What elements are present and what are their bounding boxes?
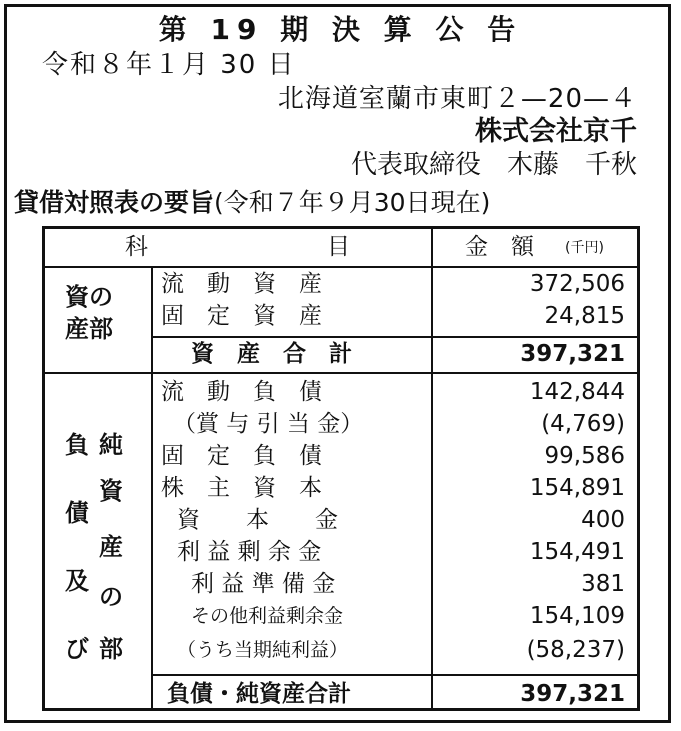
asset-row-label: 流 動 資 産 <box>161 271 322 297</box>
amount-divider <box>431 229 433 708</box>
liab-row-value: 154,891 <box>529 475 625 501</box>
liab-row-label: 利 益 準 備 金 <box>191 571 336 597</box>
liab-row-label: 株 主 資 本 <box>161 475 322 501</box>
liab-row-label: 流 動 負 債 <box>161 379 322 405</box>
assets-section-label-1: 資の <box>65 283 113 311</box>
assets-subtotal-rule <box>151 336 637 338</box>
liab-row-label: 固 定 負 債 <box>161 443 322 469</box>
liab-section-col2-4: 部 <box>99 635 123 663</box>
liab-row-value: 400 <box>581 507 625 533</box>
balance-sheet-title <box>14 190 490 215</box>
header-subject-2: 目 <box>327 234 350 260</box>
assets-end-rule <box>45 372 637 374</box>
company-address: 北海道室蘭市東町２—20—４ <box>277 84 637 114</box>
liab-row-value: (4,769) <box>541 411 625 437</box>
liab-row-label: （賞 与 引 当 金） <box>173 411 364 437</box>
asset-row-label: 固 定 資 産 <box>161 303 322 329</box>
balance-sheet-name: 貸借対照表の要旨 <box>14 188 215 217</box>
notice-date: 令和８年１月 30 日 <box>42 50 296 80</box>
liabilities-total-value: 397,321 <box>520 681 625 707</box>
balance-sheet-table <box>42 226 640 711</box>
liab-row-value: 381 <box>581 571 625 597</box>
liab-row-value: 99,586 <box>544 443 625 469</box>
liab-section-col1-3: び <box>65 635 89 663</box>
liab-section-col2-0: 純 <box>99 431 123 459</box>
header-unit: (千円) <box>565 240 604 256</box>
liab-section-col2-2: 産 <box>99 533 123 561</box>
representative: 代表取締役 木藤 千秋 <box>350 150 637 180</box>
liab-section-col1-1: 債 <box>65 499 89 527</box>
assets-total-label: 資 産 合 計 <box>191 341 352 367</box>
liab-row-label: 資 本 金 <box>177 507 338 533</box>
liab-section-col2-3: の <box>99 583 123 611</box>
assets-total-value: 397,321 <box>520 341 625 367</box>
liab-row-value: 154,491 <box>529 539 625 565</box>
section-divider <box>151 267 153 708</box>
liabilities-subtotal-rule <box>151 674 637 676</box>
liab-row-label: その他利益剰余金 <box>191 605 344 627</box>
liab-section-col1-2: 及 <box>65 567 89 595</box>
notice-title: 第 19 期 決 算 公 告 <box>158 13 523 46</box>
liabilities-total-label: 負債・純資産合計 <box>167 681 351 707</box>
asset-row-value: 24,815 <box>544 303 625 329</box>
liab-row-label: （うち当期純利益） <box>177 639 349 661</box>
asset-row-value: 372,506 <box>529 271 625 297</box>
liab-row-label: 利 益 剰 余 金 <box>177 539 322 565</box>
balance-sheet-date: (令和７年９月30日現在) <box>214 188 491 217</box>
header-rule <box>45 266 637 268</box>
header-amount: 金 額 <box>465 234 534 260</box>
header-subject-1: 科 <box>125 234 148 260</box>
liab-row-value: 154,109 <box>529 603 625 629</box>
company-name: 株式会社京千 <box>475 116 637 147</box>
liab-section-col2-1: 資 <box>99 477 123 505</box>
liab-row-value: (58,237) <box>526 637 625 663</box>
liab-section-col1-0: 負 <box>65 431 89 459</box>
assets-section-label-2: 産部 <box>65 315 113 343</box>
liab-row-value: 142,844 <box>529 379 625 405</box>
